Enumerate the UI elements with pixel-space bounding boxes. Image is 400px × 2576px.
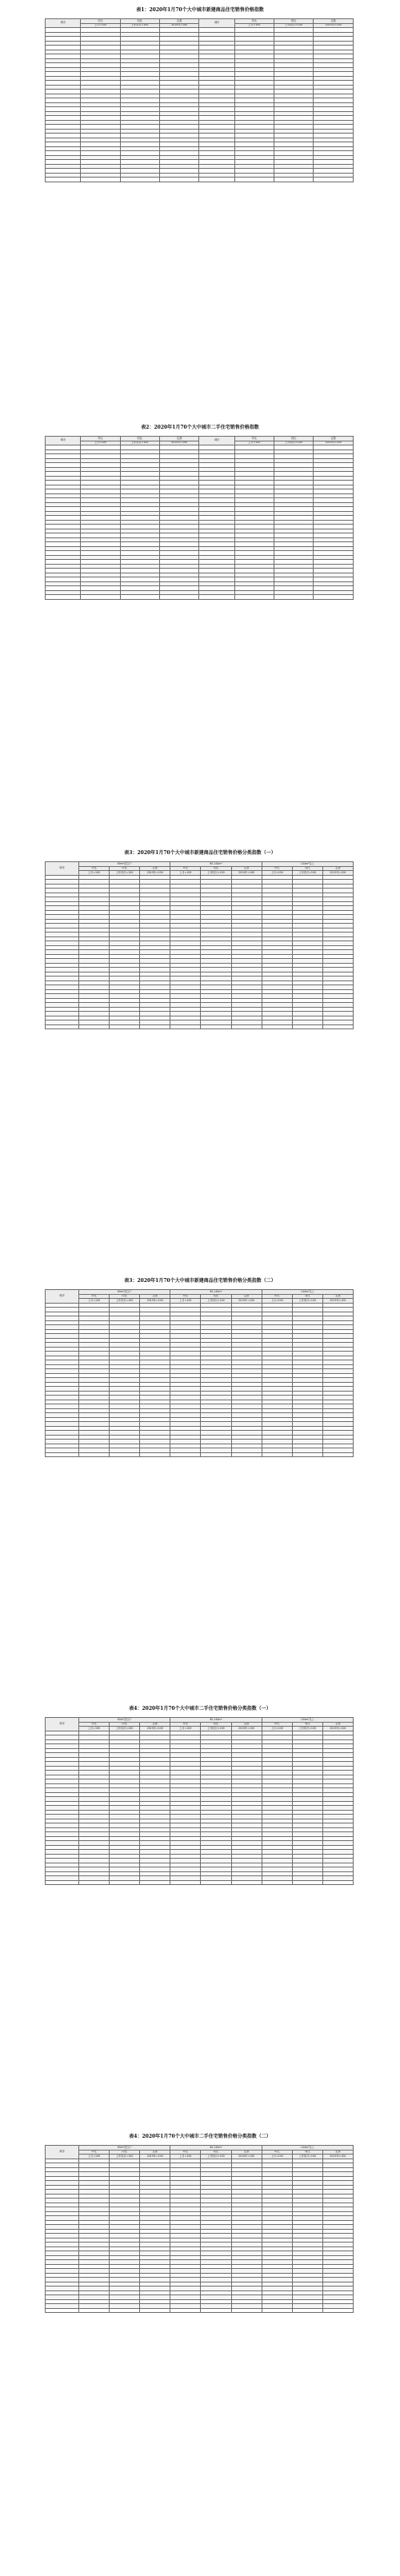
header-base-2015: 2015年=100: [159, 441, 199, 445]
index-cell: [78, 1880, 109, 1885]
header-area-large: 144m²以上: [262, 862, 353, 867]
header-yoy: 同比: [110, 2150, 140, 2155]
header-fixed-base: 定基: [159, 437, 199, 441]
index-cell: [201, 1880, 231, 1885]
header-yoy: 同比: [110, 1294, 140, 1299]
header-yoy: 同比: [292, 1722, 322, 1727]
index-cell: [201, 1452, 231, 1457]
header-base-2015: 2015年=100: [231, 1727, 262, 1731]
header-city: 城市: [46, 1290, 79, 1304]
header-city: 城市: [46, 19, 81, 28]
header-mom: 环比: [170, 1722, 201, 1727]
index-cell: [231, 1024, 262, 1029]
index-cell: [234, 178, 274, 182]
header-yoy: 同比: [120, 19, 159, 24]
header-area-small: 90m²及以下: [78, 1718, 170, 1723]
index-cell: [322, 2308, 353, 2313]
table-row: [46, 2308, 354, 2313]
header-base-last-year: 上年同月=100: [292, 2155, 322, 2159]
index-cell: [110, 1880, 140, 1885]
header-city: 城市: [46, 2146, 79, 2159]
index-cell: [292, 1452, 322, 1457]
index-cell: [78, 1024, 109, 1029]
index-cell: [292, 2308, 322, 2313]
header-yoy: 同比: [274, 19, 313, 24]
header-base-2015: 2015年=100: [322, 1299, 353, 1304]
header-base-last-year: 上年同月=100: [201, 1727, 231, 1731]
header-fixed-base: 定基: [322, 1294, 353, 1299]
index-cell: [170, 1024, 201, 1029]
index-cell: [110, 1024, 140, 1029]
header-area-medium: 90-144m²: [170, 2146, 262, 2151]
header-base-last-month: 上月=100: [170, 2155, 201, 2159]
header-area-small: 90m²及以下: [78, 2146, 170, 2151]
header-fixed-base: 定基: [140, 1722, 170, 1727]
header-base-last-year: 上年同月=100: [110, 1727, 140, 1731]
index-cell: [159, 595, 199, 600]
header-base-2015: 2015年=100: [322, 2155, 353, 2159]
header-yoy: 同比: [201, 1722, 231, 1727]
header-mom: 环比: [170, 866, 201, 871]
header-fixed-base: 定基: [140, 2150, 170, 2155]
table-row: [46, 595, 354, 600]
index-cell: [234, 595, 274, 600]
header-city: 城市: [46, 862, 79, 876]
index-cell: [120, 178, 159, 182]
header-base-2015: 2015年=100: [140, 1299, 170, 1304]
table-3a: [45, 861, 354, 1029]
table-3a-title: 表3：2020年1月70个大中城市新建商品住宅销售价格分类指数（一）: [124, 850, 276, 856]
header-base-last-year: 上年同月=100: [292, 1299, 322, 1304]
index-cell: [292, 1880, 322, 1885]
header-mom: 环比: [262, 1722, 292, 1727]
header-base-last-month: 上月=100: [78, 871, 109, 876]
index-cell: [110, 1452, 140, 1457]
index-cell: [322, 1880, 353, 1885]
header-base-last-month: 上月=100: [81, 23, 120, 28]
header-mom: 环比: [78, 866, 109, 871]
header-area-large: 144m²以上: [262, 1290, 353, 1295]
table-1-title: 表1：2020年1月70个大中城市新建商品住宅销售价格指数: [136, 7, 264, 13]
index-cell: [262, 2308, 292, 2313]
header-base-last-month: 上月=100: [78, 2155, 109, 2159]
index-cell: [110, 2308, 140, 2313]
city-cell: [199, 595, 234, 600]
index-cell: [314, 595, 354, 600]
header-base-last-year: 上年同月=100: [110, 2155, 140, 2159]
header-city: 城市: [199, 437, 234, 445]
index-cell: [274, 595, 313, 600]
city-cell: [46, 1452, 79, 1457]
table-4a: [45, 1717, 354, 1885]
table-2-title: 表2：2020年1月70个大中城市二手住宅销售价格指数: [141, 425, 259, 430]
header-base-last-year: 上年同月=100: [110, 871, 140, 876]
header-base-last-year: 上年同月=100: [120, 441, 159, 445]
header-yoy: 同比: [110, 1722, 140, 1727]
header-base-last-month: 上月=100: [234, 23, 274, 28]
header-fixed-base: 定基: [314, 437, 354, 441]
index-cell: [78, 2308, 109, 2313]
header-base-2015: 2015年=100: [231, 1299, 262, 1304]
header-base-last-month: 上月=100: [262, 871, 292, 876]
header-mom: 环比: [170, 2150, 201, 2155]
header-fixed-base: 定基: [140, 1294, 170, 1299]
header-yoy: 同比: [274, 437, 313, 441]
header-base-last-month: 上月=100: [170, 1727, 201, 1731]
header-area-small: 90m²及以下: [78, 1290, 170, 1295]
header-base-last-year: 上年同月=100: [201, 871, 231, 876]
index-cell: [81, 595, 120, 600]
index-cell: [322, 1452, 353, 1457]
header-base-last-year: 上年同月=100: [120, 23, 159, 28]
header-area-large: 144m²以上: [262, 1718, 353, 1723]
table-row: [46, 178, 354, 182]
table-3b-title: 表3：2020年1月70个大中城市新建商品住宅销售价格分类指数（二）: [124, 1278, 276, 1284]
header-base-last-month: 上月=100: [262, 2155, 292, 2159]
header-base-2015: 2015年=100: [231, 871, 262, 876]
header-base-last-year: 上年同月=100: [292, 871, 322, 876]
table-4b: [45, 2145, 354, 2313]
header-mom: 环比: [170, 1294, 201, 1299]
header-base-last-year: 上年同月=100: [110, 1299, 140, 1304]
header-yoy: 同比: [120, 437, 159, 441]
header-yoy: 同比: [201, 1294, 231, 1299]
city-cell: [46, 1024, 79, 1029]
table-row: [46, 1452, 354, 1457]
index-cell: [231, 1452, 262, 1457]
header-base-last-year: 上年同月=100: [274, 441, 313, 445]
header-base-last-year: 上年同月=100: [201, 2155, 231, 2159]
city-cell: [46, 2308, 79, 2313]
header-base-2015: 2015年=100: [140, 871, 170, 876]
header-fixed-base: 定基: [231, 1722, 262, 1727]
index-cell: [201, 2308, 231, 2313]
index-cell: [81, 178, 120, 182]
header-base-last-year: 上年同月=100: [201, 1299, 231, 1304]
header-fixed-base: 定基: [322, 866, 353, 871]
index-cell: [292, 1024, 322, 1029]
header-base-2015: 2015年=100: [322, 1727, 353, 1731]
header-mom: 环比: [81, 437, 120, 441]
index-cell: [159, 178, 199, 182]
header-base-last-month: 上月=100: [234, 441, 274, 445]
header-base-2015: 2015年=100: [140, 1727, 170, 1731]
header-base-last-month: 上月=100: [81, 441, 120, 445]
header-area-medium: 90-144m²: [170, 1718, 262, 1723]
header-fixed-base: 定基: [231, 1294, 262, 1299]
header-fixed-base: 定基: [231, 2150, 262, 2155]
header-fixed-base: 定基: [322, 2150, 353, 2155]
header-base-last-month: 上月=100: [262, 1299, 292, 1304]
index-cell: [170, 2308, 201, 2313]
header-yoy: 同比: [201, 2150, 231, 2155]
index-cell: [140, 1024, 170, 1029]
header-base-2015: 2015年=100: [140, 2155, 170, 2159]
table-4a-title: 表4：2020年1月70个大中城市二手住宅销售价格分类指数（一）: [129, 1706, 271, 1711]
header-yoy: 同比: [201, 866, 231, 871]
index-cell: [120, 595, 159, 600]
index-cell: [274, 178, 313, 182]
index-cell: [322, 1024, 353, 1029]
header-yoy: 同比: [110, 866, 140, 871]
city-cell: [46, 178, 81, 182]
header-mom: 环比: [78, 2150, 109, 2155]
header-base-last-month: 上月=100: [78, 1299, 109, 1304]
table-row: [46, 1880, 354, 1885]
header-fixed-base: 定基: [140, 866, 170, 871]
header-area-medium: 90-144m²: [170, 1290, 262, 1295]
header-city: 城市: [199, 19, 234, 28]
header-base-last-month: 上月=100: [78, 1727, 109, 1731]
index-cell: [262, 1452, 292, 1457]
header-mom: 环比: [234, 19, 274, 24]
header-base-2015: 2015年=100: [231, 2155, 262, 2159]
header-base-last-year: 上年同月=100: [292, 1727, 322, 1731]
index-cell: [78, 1452, 109, 1457]
index-cell: [170, 1880, 201, 1885]
header-fixed-base: 定基: [322, 1722, 353, 1727]
header-fixed-base: 定基: [159, 19, 199, 24]
header-area-small: 90m²及以下: [78, 862, 170, 867]
header-yoy: 同比: [292, 866, 322, 871]
header-mom: 环比: [234, 437, 274, 441]
city-cell: [46, 595, 81, 600]
header-mom: 环比: [81, 19, 120, 24]
header-fixed-base: 定基: [314, 19, 354, 24]
table-1: [45, 18, 354, 182]
header-base-2015: 2015年=100: [314, 441, 354, 445]
table-4b-title: 表4：2020年1月70个大中城市二手住宅销售价格分类指数（二）: [129, 2134, 271, 2139]
header-fixed-base: 定基: [231, 866, 262, 871]
index-cell: [314, 178, 354, 182]
header-area-large: 144m²以上: [262, 2146, 353, 2151]
header-base-last-year: 上年同月=100: [274, 23, 313, 28]
index-cell: [170, 1452, 201, 1457]
header-mom: 环比: [262, 866, 292, 871]
index-cell: [140, 1452, 170, 1457]
header-yoy: 同比: [292, 1294, 322, 1299]
header-base-2015: 2015年=100: [322, 871, 353, 876]
index-cell: [140, 2308, 170, 2313]
header-city: 城市: [46, 1718, 79, 1731]
table-3b: [45, 1289, 354, 1457]
city-cell: [199, 178, 234, 182]
header-base-2015: 2015年=100: [314, 23, 354, 28]
header-base-2015: 2015年=100: [159, 23, 199, 28]
header-area-medium: 90-144m²: [170, 862, 262, 867]
table-row: [46, 1024, 354, 1029]
index-cell: [262, 1880, 292, 1885]
header-mom: 环比: [262, 1294, 292, 1299]
header-mom: 环比: [78, 1294, 109, 1299]
header-city: 城市: [46, 437, 81, 445]
header-base-last-month: 上月=100: [262, 1727, 292, 1731]
header-base-last-month: 上月=100: [170, 871, 201, 876]
header-yoy: 同比: [292, 2150, 322, 2155]
index-cell: [140, 1880, 170, 1885]
index-cell: [231, 2308, 262, 2313]
header-mom: 环比: [262, 2150, 292, 2155]
header-mom: 环比: [78, 1722, 109, 1727]
index-cell: [201, 1024, 231, 1029]
index-cell: [231, 1880, 262, 1885]
index-cell: [262, 1024, 292, 1029]
table-2: [45, 436, 354, 600]
city-cell: [46, 1880, 79, 1885]
header-base-last-month: 上月=100: [170, 1299, 201, 1304]
